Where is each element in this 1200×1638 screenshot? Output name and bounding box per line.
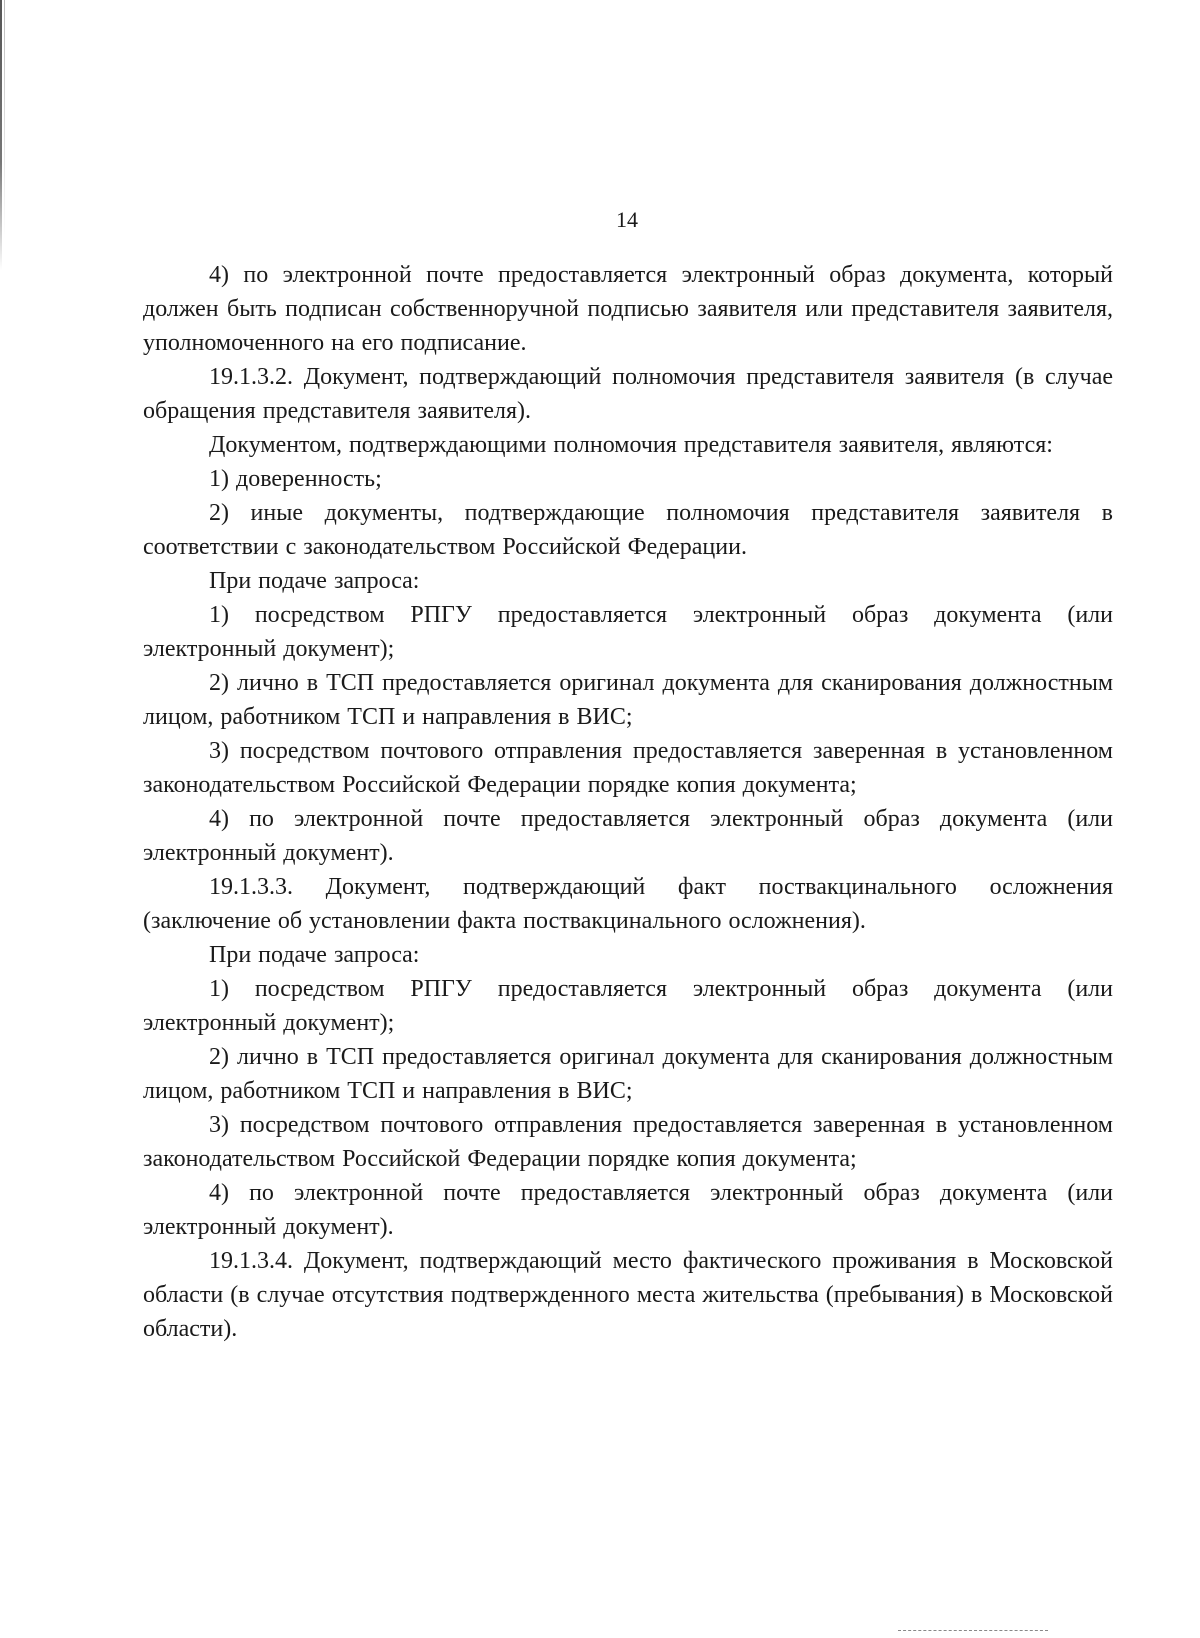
scan-bottom-mark — [898, 1630, 1048, 1632]
list-item-postal: 3) посредством почтового отправления предоставляется заверенная в установленном законодательством Российской Федерации порядке копия документа; — [143, 738, 1113, 798]
paragraph-request-submission: При подаче запроса: — [209, 568, 420, 594]
paragraph-section-19-1-3-4: 19.1.3.4. Документ, подтверждающий место фактического проживания в Московской области (в случае отсутствия подтвержденного места жительства (пребывания) в Московской области). — [143, 1248, 1113, 1342]
list-item-email: 4) по электронной почте предоставляется электронный образ документа (или электронный документ). — [143, 806, 1113, 866]
paragraph-email-signed: 4) по электронной почте предоставляется электронный образ документа, который должен быть подписан собственноручной подписью заявителя или представителя заявителя, уполномоченного на его подписание. — [143, 262, 1113, 356]
scan-edge-mark-thin — [4, 0, 5, 240]
list-item-email: 4) по электронной почте предоставляется электронный образ документа (или электронный документ). — [143, 1180, 1113, 1240]
paragraph-section-19-1-3-3: 19.1.3.3. Документ, подтверждающий факт поствакцинального осложнения (заключение об установлении факта поствакцинального осложнения). — [143, 874, 1113, 934]
paragraph-authority-documents: Документом, подтверждающими полномочия представителя заявителя, являются: — [209, 432, 1053, 458]
page-number: 14 — [616, 207, 638, 232]
list-item-postal: 3) посредством почтового отправления предоставляется заверенная в установленном законодательством Российской Федерации порядке копия документа; — [143, 1112, 1113, 1172]
list-item-tsp-in-person: 2) лично в ТСП предоставляется оригинал документа для сканирования должностным лицом, работником ТСП и направления в ВИС; — [143, 670, 1113, 730]
paragraph-request-submission: При подаче запроса: — [209, 942, 420, 968]
document-body — [143, 258, 1113, 1346]
list-item-other-documents: 2) иные документы, подтверждающие полномочия представителя заявителя в соответствии с законодательством Российской Федерации. — [143, 500, 1113, 560]
list-item-tsp-in-person: 2) лично в ТСП предоставляется оригинал документа для сканирования должностным лицом, работником ТСП и направления в ВИС; — [143, 1044, 1113, 1104]
list-item-rpgu: 1) посредством РПГУ предоставляется электронный образ документа (или электронный документ); — [143, 602, 1113, 662]
paragraph-section-19-1-3-2: 19.1.3.2. Документ, подтверждающий полномочия представителя заявителя (в случае обращения представителя заявителя). — [143, 364, 1113, 424]
list-item-power-of-attorney: 1) доверенность; — [209, 466, 382, 492]
list-item-rpgu: 1) посредством РПГУ предоставляется электронный образ документа (или электронный документ); — [143, 976, 1113, 1036]
